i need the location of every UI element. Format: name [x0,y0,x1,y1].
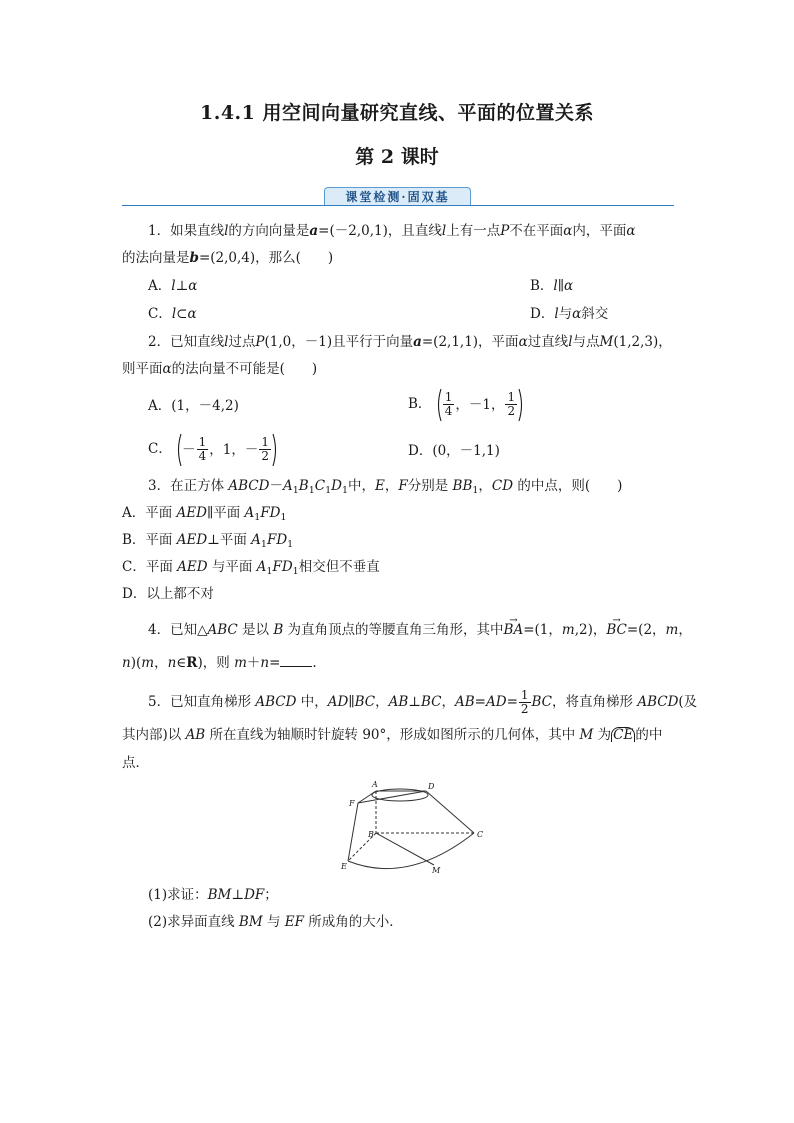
text-run: l [441,223,447,239]
text-run: B [298,478,309,494]
text-run: A [256,559,267,575]
text-run: EF [284,914,304,930]
text-run: (1,0，－1)且平行于向量 [264,334,414,350]
text-run: b [189,250,199,266]
label-b: B [368,830,374,839]
text-run: ⊥ [231,887,245,903]
text-run: =(－2,0,1)，且直线 [318,223,442,239]
text-run: l [224,223,229,239]
text-run: A [244,505,255,521]
q1-options-row2 [122,305,708,323]
text-run: ， [384,478,399,494]
q3-option-a[interactable] [122,504,682,522]
text-run: l [554,306,559,322]
text-run: α [563,223,573,239]
q2-stem-line2 [122,360,682,378]
text-run: 所在直线为轴顺时针旋转 90°，形成如图所示的几何体，其中 [205,727,580,743]
fraction: $\frac{1}{4}$ [444,390,453,418]
text-run: FD [266,532,288,548]
text-run: 则平面 [122,361,163,377]
text-run: 分别是 [407,478,453,494]
label-e: E [341,862,347,871]
text-run: (2)求异面直线 [148,914,239,930]
text-run: DF [244,887,265,903]
text-run: l [224,334,229,350]
text-run: 1 [308,485,315,496]
text-run: ∥ [557,278,564,294]
q2-option-b[interactable]: B． $\frac{1}{4}$ ，－1， $\frac{1}{2}$ [408,386,678,423]
bottom-arc-ec [348,833,474,869]
text-run: 相交但不垂直 [298,559,380,575]
fraction: $\frac{1}{2}$ [520,688,529,716]
text-run: 其内部)以 [122,727,186,743]
text-run: 上有一点 [446,223,501,239]
text-run: 1 [325,485,332,496]
text-run: C [314,478,326,494]
text-run: l [568,334,573,350]
text-run: AB [185,727,206,743]
fraction: $\frac{1}{2}$ [507,390,516,418]
answer-blank[interactable] [280,654,312,667]
text-run: n [260,655,270,671]
text-run: ， [478,478,492,494]
label-m: M [432,866,441,875]
text-run: 过点 [228,334,256,350]
text-run: 1 [341,485,348,496]
text-run: R [186,655,198,671]
q1-option-b[interactable] [530,277,573,295]
q2-option-c[interactable]: C． － $\frac{1}{4}$ ，1，－ $\frac{1}{2}$ [122,431,708,468]
text-run: 3．在正方体 [148,478,229,494]
text-run: B．平面 [122,532,177,548]
text-run: ＋ [246,655,261,671]
solid-figure [338,777,488,875]
text-run: D． [530,306,555,322]
edge-dc [426,791,474,833]
text-run: A．平面 [122,505,177,521]
text-run: α [518,334,528,350]
text-run: P [500,223,510,239]
text-run: D．以上都不对 [122,586,214,602]
text-run: 的法向量不可能是( ) [171,361,318,377]
q1-stem-line2 [122,249,682,267]
text-run: (1)求证： [148,887,208,903]
text-run: 1 [292,566,299,577]
text-run: α [626,223,636,239]
text-run: P [255,334,265,350]
text-run: l [171,306,177,322]
text-run: 与平面 [207,559,257,575]
text-run: ∈ [176,655,187,671]
text-run: 过直线 [527,334,569,350]
text-run: 所成角的大小． [304,914,403,930]
text-run: α [188,278,198,294]
text-run: C．平面 [122,559,178,575]
text-run: E [375,478,385,494]
q4-stem-line1: 4．已知△ABC 是以 B 为直角顶点的等腰直角三角形，其中→ BA=(1，m,2)，→ BC=(2，m， [122,621,708,639]
text-run: AED [176,505,207,521]
q5-sub1 [122,886,708,904]
text-run: =(2,0,4)，那么( ) [198,250,334,266]
vector-ba: → BA [504,621,524,639]
text-run: 与 [262,914,285,930]
arc-ce: CE [613,727,634,743]
text-run: ， [154,655,168,671]
section-banner: 课堂检测·固双基 [324,187,471,206]
text-run: BM [207,887,232,903]
label-c: C [477,830,484,839]
text-run: M [599,334,614,350]
text-run: CD [491,478,514,494]
text-run: A． [148,278,172,294]
text-run: α [162,361,172,377]
page-title: 1.4.1 用空间向量研究直线、平面的位置关系 [199,102,594,124]
text-run: 2．已知直线 [148,334,225,350]
text-run: ； [264,887,278,903]
q1-option-c[interactable] [148,306,197,322]
q4-stem-line2: n)(m，n∈R)，则 m＋n= . [122,655,317,671]
q3-option-c[interactable] [122,558,682,576]
text-run: 中， [348,478,375,494]
text-run: (1,2,3)， [613,334,672,350]
text-run: ∥平面 [206,505,245,521]
q1-option-a[interactable] [148,278,197,294]
text-run: BB [452,478,473,494]
text-run: 1 [280,512,287,523]
text-run: a [309,223,319,239]
fraction: $\frac{1}{4}$ [198,435,207,463]
text-run: 斜交 [581,306,609,322]
q3-option-d[interactable] [122,585,682,603]
q5-stem-line1: 5．已知直角梯形 ABCD 中，AD∥BC，AB⊥BC，AB=AD= $\frac{1}{2}$ BC，将直角梯形 ABCD(及 [148,688,698,716]
text-run: A [282,478,293,494]
text-run: FD [260,505,281,521]
fraction: $\frac{1}{2}$ [261,435,270,463]
text-run: 1 [266,566,273,577]
text-run: 的方向向量是 [228,223,310,239]
text-run: α [572,306,582,322]
text-run: 1 [254,512,261,523]
q1-option-d[interactable] [530,305,608,323]
text-run: AED [176,532,208,548]
text-run: AED [177,559,208,575]
text-run: 1．如果直线 [148,223,225,239]
text-run: FD [272,559,293,575]
label-d: D [428,782,435,791]
page-subtitle: 第 2 课时 [355,146,439,168]
label-f: F [349,799,355,808]
text-run: l [171,278,176,294]
text-run: D [331,478,342,494]
q2-option-a[interactable]: A．(1，－4,2) [148,398,239,414]
text-run: 与点 [572,334,600,350]
text-run: BM [238,914,263,930]
text-run: )，则 [197,655,235,671]
text-run: C． [148,306,172,322]
text-run: 1 [292,485,299,496]
text-run: m [141,655,155,671]
text-run: 1 [260,539,267,550]
text-run: － [269,478,283,494]
text-run: 1 [472,485,479,496]
text-run: n [167,655,177,671]
text-run: 1 [287,539,294,550]
text-run: 内，平面 [572,223,627,239]
section-rule [122,205,674,206]
vector-bc: → BC [606,621,627,639]
q2-option-d[interactable]: D．(0，－1,1) [408,443,500,459]
text-run: 的中点，则( ) [513,478,623,494]
text-run: 与 [558,306,573,322]
q2-option-b-vector: $\frac{1}{4}$ ，－1， $\frac{1}{2}$ [436,387,524,423]
text-run: 的法向量是 [122,250,190,266]
text-run: = [269,655,281,671]
text-run: m [234,655,247,671]
q1-stem-line1 [122,222,708,240]
text-run: ⊂ [176,306,188,322]
text-run: 不在平面 [509,223,564,239]
text-run: n [122,655,131,671]
text-run: =(2,1,1)，平面 [421,334,519,350]
q1-options-row1 [122,277,708,295]
q5-stem-line2: 其内部)以 AB 所在直线为轴顺时针旋转 90°，形成如图所示的几何体，其中 M 为 CE 的中 [122,727,663,743]
text-run: ⊥平面 [207,532,252,548]
q3-stem [122,477,708,495]
text-run: B． [530,278,554,294]
left-paren-icon [436,388,442,422]
q5-sub2 [122,913,708,931]
text-run: M [579,727,594,743]
text-run: l [553,278,558,294]
right-paren-icon [518,388,524,422]
text-run: F [398,478,408,494]
text-run: ⊥ [175,278,189,294]
label-a: A [372,780,378,789]
text-run: α [564,278,574,294]
edge-bm [376,833,434,865]
text-run: A [251,532,261,548]
text-run: ABCD [228,478,270,494]
text-run: α [187,306,197,322]
text-run: )( [130,655,142,671]
text-run: a [413,334,422,350]
q2-stem-line1 [122,333,708,351]
q3-option-b[interactable] [122,531,682,549]
q2-option-c-vector: － $\frac{1}{4}$ ，1，－ $\frac{1}{2}$ [176,432,278,468]
q5-stem-line3: 点． [122,755,149,771]
text-run: 为 [593,727,612,743]
right-paren-icon [272,433,278,467]
